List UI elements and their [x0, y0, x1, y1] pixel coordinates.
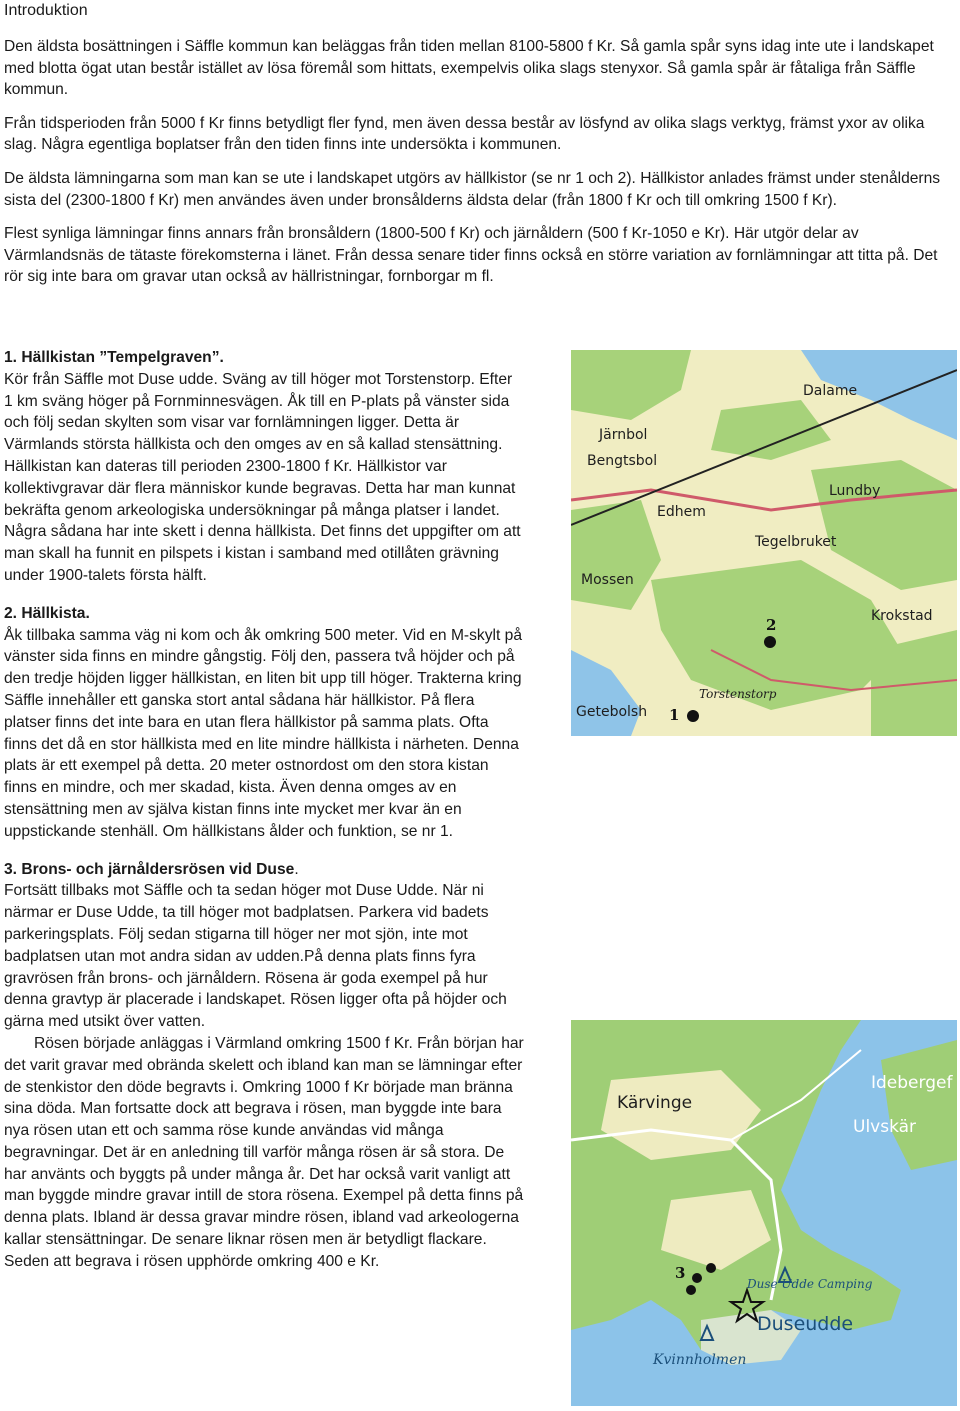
site-marker-3b — [706, 1263, 716, 1273]
map-label-idebergef: Idebergef — [871, 1073, 953, 1093]
map-label-torstenstorp: Torstenstorp — [699, 687, 777, 701]
map-label-duse-camping: Duse Udde Camping — [747, 1277, 873, 1291]
map-label-ulvskar: Ulvskär — [853, 1117, 917, 1137]
map-label-duseudde: Duseudde — [757, 1313, 854, 1335]
site-title: 2. Hällkista. — [4, 604, 90, 622]
map-label-krokstad: Krokstad — [871, 608, 933, 624]
site-section-1 — [4, 347, 524, 587]
map-1-graphic — [571, 350, 957, 736]
site-number-1: 1 — [669, 706, 680, 724]
page-heading: Introduktion — [4, 2, 88, 19]
site-marker-3c — [686, 1285, 696, 1295]
intro-paragraph: Den äldsta bosättningen i Säffle kommun kan beläggas från tiden mellan 8100-5800 f Kr. Så gamla spår syns idag inte ute i landskapet med blotta ögat utan består istället av lösa föremål som hittats, exempelvis olika slags stenyxor. Så gamla spår är fåtaliga från Säffle kommun. — [4, 38, 934, 99]
site-marker-2 — [764, 636, 776, 648]
map-label-karvinge: Kärvinge — [617, 1093, 693, 1113]
site-description-continued — [4, 1033, 524, 1273]
site-section-2 — [4, 603, 524, 843]
map-label-jarnbol: Järnbol — [599, 427, 648, 443]
site-marker-1 — [687, 710, 699, 722]
intro-text — [4, 36, 952, 300]
site-number-3: 3 — [675, 1264, 686, 1282]
site-title: 3. Brons- och järnåldersrösen vid Duse — [4, 860, 295, 878]
map-label-mossen: Mossen — [581, 572, 634, 588]
map-label-edhem: Edhem — [657, 504, 706, 520]
site-description: Kör från Säffle mot Duse udde. Sväng av till höger mot Torstenstorp. Efter 1 km sväng höger på Fornminnesvägen. Åk till en P-plats på vänster sida och följ sedan skylten som visar var fornlämningen ligger. Detta är Värmlands största hällkista och den omges av en så kallad stensättning. Hällkistan kan dateras till perioden 2300-1800 f Kr. Hällkistor var kollektivgravar där flera människor kunde begravas. Detta har man kunnat bekräfta genom arkeologiska undersökningar på många platser i landet. Några sådana har inte skett i denna hällkista. Det finns det uppgifter om att man skall ha funnit en pilspets i kistan i samband med otillåten grävning under 1900-talets första hälft. — [4, 370, 521, 584]
map-label-dalame: Dalame — [803, 383, 858, 399]
sites-column — [4, 347, 524, 1289]
intro-paragraph: De äldsta lämningarna som man kan se ute i landskapet utgörs av hällkistor (se nr 1 och 2). Hällkistor anlades främst under stenålderns sista del (2300-1800 f Kr) men användes även under bronsålderns äldsta delar (från 1800 f Kr och till omkring 1500 f Kr). — [4, 169, 941, 209]
site-description-text: Rösen började anläggas i Värmland omkring 1500 f Kr. Från början har det varit gravar med obrända skelett och ibland kan man se lämningar efter de stenkistor den döde begravts i. Omkring 1000 f Kr började man bränna sina döda. Man fortsatte dock att begrava i rösen, man byggde inte bara nya rösen utan ett och samma röse kunde användas vid många begravningar. Det är en anledning till varför många rösen är så stora. De har använts och byggts på under många år. Det har också varit vanligt att man byggde mindre gravar intill de stora rösena. Exempel på detta finns på denna plats. Ibland är dessa gravar mindre rösen, ibland vad arkeologerna kallar stensättningar. De senare liknar rösen men är betydligt flackare. Seden att begrava i rösen upphörde omkring 400 e Kr. — [4, 1034, 524, 1270]
map-label-bengtsbol: Bengtsbol — [587, 453, 658, 469]
map-2-graphic — [571, 1020, 957, 1406]
site-title-line — [4, 859, 524, 881]
map-tempelgraven — [571, 350, 957, 736]
map-label-kvinnholmen: Kvinnholmen — [653, 1352, 747, 1368]
site-number-2: 2 — [766, 616, 777, 634]
site-description: Åk tillbaka samma väg ni kom och åk omkring 500 meter. Vid en M-skylt på vänster sida finns en mindre gångstig. Följ den, passera två höjder och på den tredje höjden ligger hällkistan, en liten bit upp till höger. Trakterna kring Säffle innehåller ett ganska stort antal sådana här hällkistor. På flera platser finns det inte bara en utan flera hällkistor på samma plats. Ofta finns det då en stor hällkista med en lite mindre hällkista i närheten. Denna plats är ett exempel på detta. 20 meter ostnordost om den stora kistan finns en mindre, och mer skadad, kista. Även denna omges av en stensättning men av själva kistan finns inte mycket mer kvar än en uppstickande stenhäll. Om hällkistans ålder och funktion, se nr 1. — [4, 626, 522, 840]
intro-paragraph: Från tidsperioden från 5000 f Kr finns betydligt fler fynd, men även dessa består av lösfynd av olika slags verktyg, främst yxor av olika slag. Några egentliga boplatser från den tiden finns inte undersökta i kommunen. — [4, 114, 925, 154]
map-label-lundby: Lundby — [829, 483, 881, 499]
map-label-getebolsh: Getebolsh — [576, 704, 648, 720]
site-title-suffix: . — [294, 860, 299, 878]
map-label-tegelbruket: Tegelbruket — [755, 534, 837, 550]
site-section-3 — [4, 859, 524, 1273]
site-description: Fortsätt tillbaks mot Säffle och ta sedan höger mot Duse Udde. När ni närmar er Duse Udde, ta till höger mot badplatsen. Parkera vid badets parkeringsplats. Följ sedan stigarna till höger ner mot sjön, inte mot badplatsen utan mot andra sidan av udden.På denna plats finns fyra gravrösen från brons- och järnåldern. Rösena är goda exempel på hur denna gravtyp är placerade i landskapet. Rösen ligger ofta på höjder och gärna med utsikt över vatten. — [4, 882, 507, 1031]
intro-paragraph: Flest synliga lämningar finns annars från bronsåldern (1800-500 f Kr) och järnåldern (500 f Kr-1050 e Kr). Här utgör delar av Värmlandsnäs de tätaste förekomsterna i länet. Från dessa senare tider finns också en större variation av fornlämningar att titta på. Det rör sig inte bara om gravar utan också av hällristningar, fornborgar m fl. — [4, 225, 938, 286]
map-duse — [571, 1020, 957, 1406]
site-marker-3a — [692, 1273, 702, 1283]
site-title: 1. Hällkistan ”Tempelgraven”. — [4, 349, 224, 366]
